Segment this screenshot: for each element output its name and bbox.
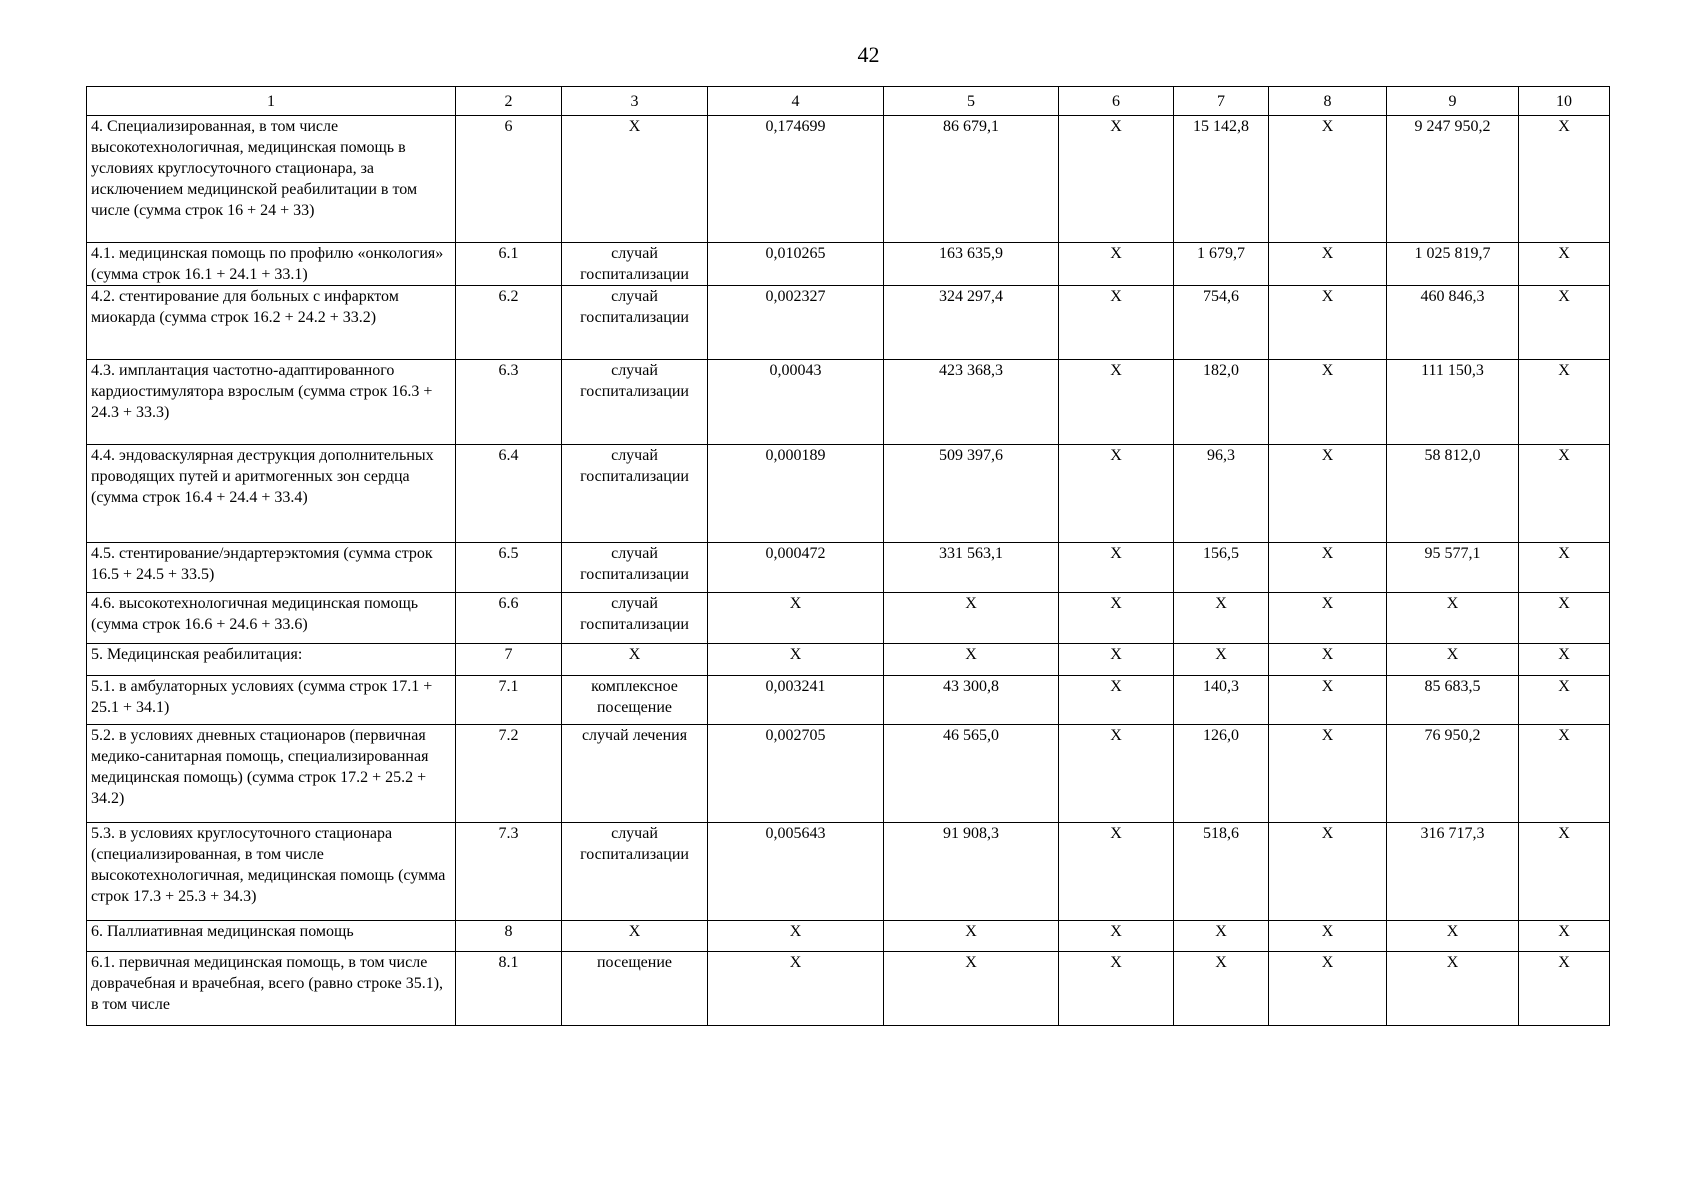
header-row [87, 87, 1610, 116]
table-cell: Х [1269, 952, 1387, 1026]
table-cell: 46 565,0 [884, 725, 1059, 823]
table-cell: 7.2 [456, 725, 562, 823]
table-cell: 163 635,9 [884, 243, 1059, 286]
table-cell: 423 368,3 [884, 360, 1059, 445]
table-cell: 156,5 [1174, 543, 1269, 593]
table-cell: 85 683,5 [1387, 676, 1519, 725]
table-cell: 6.1 [456, 243, 562, 286]
table-cell: Х [562, 644, 708, 676]
table-row [87, 921, 1610, 952]
table-cell: Х [1519, 644, 1610, 676]
row-label-cell: 4.6. высокотехнологичная медицинская помощь (сумма строк 16.6 + 24.6 + 33.6) [87, 593, 456, 644]
table-cell: Х [1269, 116, 1387, 243]
table-row [87, 286, 1610, 360]
table-cell: 6 [456, 116, 562, 243]
page-number: 42 [857, 42, 880, 67]
table-cell: Х [1269, 543, 1387, 593]
table-cell: Х [1059, 543, 1174, 593]
table-cell: 140,3 [1174, 676, 1269, 725]
table-row [87, 593, 1610, 644]
table-cell: случай госпитализации [562, 823, 708, 921]
table-row [87, 725, 1610, 823]
row-label-cell: 4. Специализированная, в том числе высокотехнологичная, медицинская помощь в условиях круглосуточного стационара, за исключением медицинской реабилитации в том числе (сумма строк 16 + 24 + 33) [87, 116, 456, 243]
table-cell: случай госпитализации [562, 360, 708, 445]
table-cell: посещение [562, 952, 708, 1026]
table-cell: 1 679,7 [1174, 243, 1269, 286]
table-cell: Х [1269, 445, 1387, 543]
column-header: 4 [708, 87, 884, 116]
table-cell: 6.6 [456, 593, 562, 644]
row-label-cell: 5. Медицинская реабилитация: [87, 644, 456, 676]
table-cell: Х [1519, 243, 1610, 286]
table-cell: Х [1387, 921, 1519, 952]
table-row [87, 243, 1610, 286]
table-cell: Х [1519, 593, 1610, 644]
table-cell: Х [1269, 823, 1387, 921]
table-cell: Х [884, 952, 1059, 1026]
table-cell: Х [1059, 921, 1174, 952]
column-header: 7 [1174, 87, 1269, 116]
table-cell: 76 950,2 [1387, 725, 1519, 823]
row-label-cell: 6. Паллиативная медицинская помощь [87, 921, 456, 952]
table-row [87, 543, 1610, 593]
table-cell: Х [884, 644, 1059, 676]
table-cell: Х [1269, 360, 1387, 445]
table-cell: 6.2 [456, 286, 562, 360]
table-cell: 95 577,1 [1387, 543, 1519, 593]
table-cell: 331 563,1 [884, 543, 1059, 593]
table-cell: Х [1519, 921, 1610, 952]
table-cell: 6.4 [456, 445, 562, 543]
table-cell: 6.3 [456, 360, 562, 445]
row-label-cell: 4.5. стентирование/эндартерэктомия (сумма строк 16.5 + 24.5 + 33.5) [87, 543, 456, 593]
row-label-cell: 5.2. в условиях дневных стационаров (первичная медико-санитарная помощь, специализированная медицинская помощь) (сумма строк 17.2 + 25.2 + 34.2) [87, 725, 456, 823]
table-cell: Х [1519, 823, 1610, 921]
table-cell: Х [1174, 593, 1269, 644]
table-cell: Х [1387, 593, 1519, 644]
table-cell: 324 297,4 [884, 286, 1059, 360]
table-cell: 0,000189 [708, 445, 884, 543]
row-label-cell: 4.3. имплантация частотно-адаптированного кардиостимулятора взрослым (сумма строк 16.3 + 24.3 + 33.3) [87, 360, 456, 445]
column-header: 2 [456, 87, 562, 116]
table-cell: Х [1174, 952, 1269, 1026]
column-header: 9 [1387, 87, 1519, 116]
table-cell: 0,00043 [708, 360, 884, 445]
table-cell: Х [1387, 952, 1519, 1026]
table-cell: Х [1059, 593, 1174, 644]
table-cell: 0,000472 [708, 543, 884, 593]
row-label-cell: 4.4. эндоваскулярная деструкция дополнительных проводящих путей и аритмогенных зон сердца (сумма строк 16.4 + 24.4 + 33.4) [87, 445, 456, 543]
table-cell: Х [708, 593, 884, 644]
column-header: 1 [87, 87, 456, 116]
table-cell: Х [1059, 116, 1174, 243]
table-cell: Х [1059, 445, 1174, 543]
table-cell: Х [1519, 952, 1610, 1026]
table-row [87, 823, 1610, 921]
table-cell: Х [884, 921, 1059, 952]
table-cell: Х [1059, 360, 1174, 445]
table-cell: 1 025 819,7 [1387, 243, 1519, 286]
table-cell: 111 150,3 [1387, 360, 1519, 445]
table-cell: 15 142,8 [1174, 116, 1269, 243]
table-cell: Х [1519, 286, 1610, 360]
table-cell: 6.5 [456, 543, 562, 593]
table-cell: комплексное посещение [562, 676, 708, 725]
table-cell: Х [1269, 593, 1387, 644]
table-cell: Х [1059, 952, 1174, 1026]
table-cell: 7 [456, 644, 562, 676]
table-cell: Х [1519, 116, 1610, 243]
table-cell: Х [708, 952, 884, 1026]
table-cell: Х [1059, 644, 1174, 676]
table-cell: 96,3 [1174, 445, 1269, 543]
table-cell: Х [1269, 921, 1387, 952]
table-cell: 91 908,3 [884, 823, 1059, 921]
table-cell: 0,003241 [708, 676, 884, 725]
table-cell: Х [1269, 725, 1387, 823]
table-cell: 43 300,8 [884, 676, 1059, 725]
table-cell: 316 717,3 [1387, 823, 1519, 921]
table-cell: Х [562, 921, 708, 952]
table-cell: 7.3 [456, 823, 562, 921]
table-cell: Х [1059, 725, 1174, 823]
column-header: 10 [1519, 87, 1610, 116]
table-row [87, 952, 1610, 1026]
table-body [87, 116, 1610, 1026]
table-cell: 58 812,0 [1387, 445, 1519, 543]
table-cell: Х [1174, 921, 1269, 952]
row-label-cell: 5.1. в амбулаторных условиях (сумма строк 17.1 + 25.1 + 34.1) [87, 676, 456, 725]
table-cell: 182,0 [1174, 360, 1269, 445]
row-label-cell: 4.2. стентирование для больных с инфарктом миокарда (сумма строк 16.2 + 24.2 + 33.2) [87, 286, 456, 360]
table-cell: 0,010265 [708, 243, 884, 286]
column-header: 8 [1269, 87, 1387, 116]
table-cell: Х [1387, 644, 1519, 676]
table-cell: Х [1269, 286, 1387, 360]
table-cell: 7.1 [456, 676, 562, 725]
table-cell: 460 846,3 [1387, 286, 1519, 360]
column-header: 3 [562, 87, 708, 116]
table-cell: Х [1269, 676, 1387, 725]
table-cell: 509 397,6 [884, 445, 1059, 543]
row-label-cell: 5.3. в условиях круглосуточного стационара (специализированная, в том числе высокотехнологичная, медицинская помощь (сумма строк 17.3 + 25.3 + 34.3) [87, 823, 456, 921]
table-cell: Х [1174, 644, 1269, 676]
table-row [87, 445, 1610, 543]
table-cell: Х [1519, 725, 1610, 823]
table-cell: случай лечения [562, 725, 708, 823]
table-cell: Х [1269, 644, 1387, 676]
table-row [87, 676, 1610, 725]
table-cell: Х [1059, 243, 1174, 286]
table-cell: случай госпитализации [562, 286, 708, 360]
table-cell: Х [708, 921, 884, 952]
table-cell: 754,6 [1174, 286, 1269, 360]
table-row [87, 360, 1610, 445]
table-row [87, 116, 1610, 243]
table-cell: 9 247 950,2 [1387, 116, 1519, 243]
table-cell: случай госпитализации [562, 593, 708, 644]
table-cell: 8 [456, 921, 562, 952]
column-header: 6 [1059, 87, 1174, 116]
table-cell: Х [1519, 445, 1610, 543]
table-cell: 8.1 [456, 952, 562, 1026]
table-cell: Х [1059, 286, 1174, 360]
table-cell: Х [1269, 243, 1387, 286]
table-cell: 0,005643 [708, 823, 884, 921]
table-cell: Х [1519, 360, 1610, 445]
table-cell: 0,174699 [708, 116, 884, 243]
table-cell: 86 679,1 [884, 116, 1059, 243]
table-cell: Х [708, 644, 884, 676]
table-cell: 518,6 [1174, 823, 1269, 921]
table-cell: Х [1059, 676, 1174, 725]
table-cell: 126,0 [1174, 725, 1269, 823]
table-cell: Х [1059, 823, 1174, 921]
table-cell: 0,002327 [708, 286, 884, 360]
row-label-cell: 6.1. первичная медицинская помощь, в том числе доврачебная и врачебная, всего (равно строке 35.1), в том числе [87, 952, 456, 1026]
row-label-cell: 4.1. медицинская помощь по профилю «онкология» (сумма строк 16.1 + 24.1 + 33.1) [87, 243, 456, 286]
table-cell: Х [562, 116, 708, 243]
table-cell: Х [1519, 543, 1610, 593]
table-cell: Х [1519, 676, 1610, 725]
column-header: 5 [884, 87, 1059, 116]
table-cell: Х [884, 593, 1059, 644]
table-cell: случай госпитализации [562, 543, 708, 593]
table-cell: случай госпитализации [562, 243, 708, 286]
table-cell: случай госпитализации [562, 445, 708, 543]
table-cell: 0,002705 [708, 725, 884, 823]
data-table [86, 86, 1610, 1026]
table-row [87, 644, 1610, 676]
